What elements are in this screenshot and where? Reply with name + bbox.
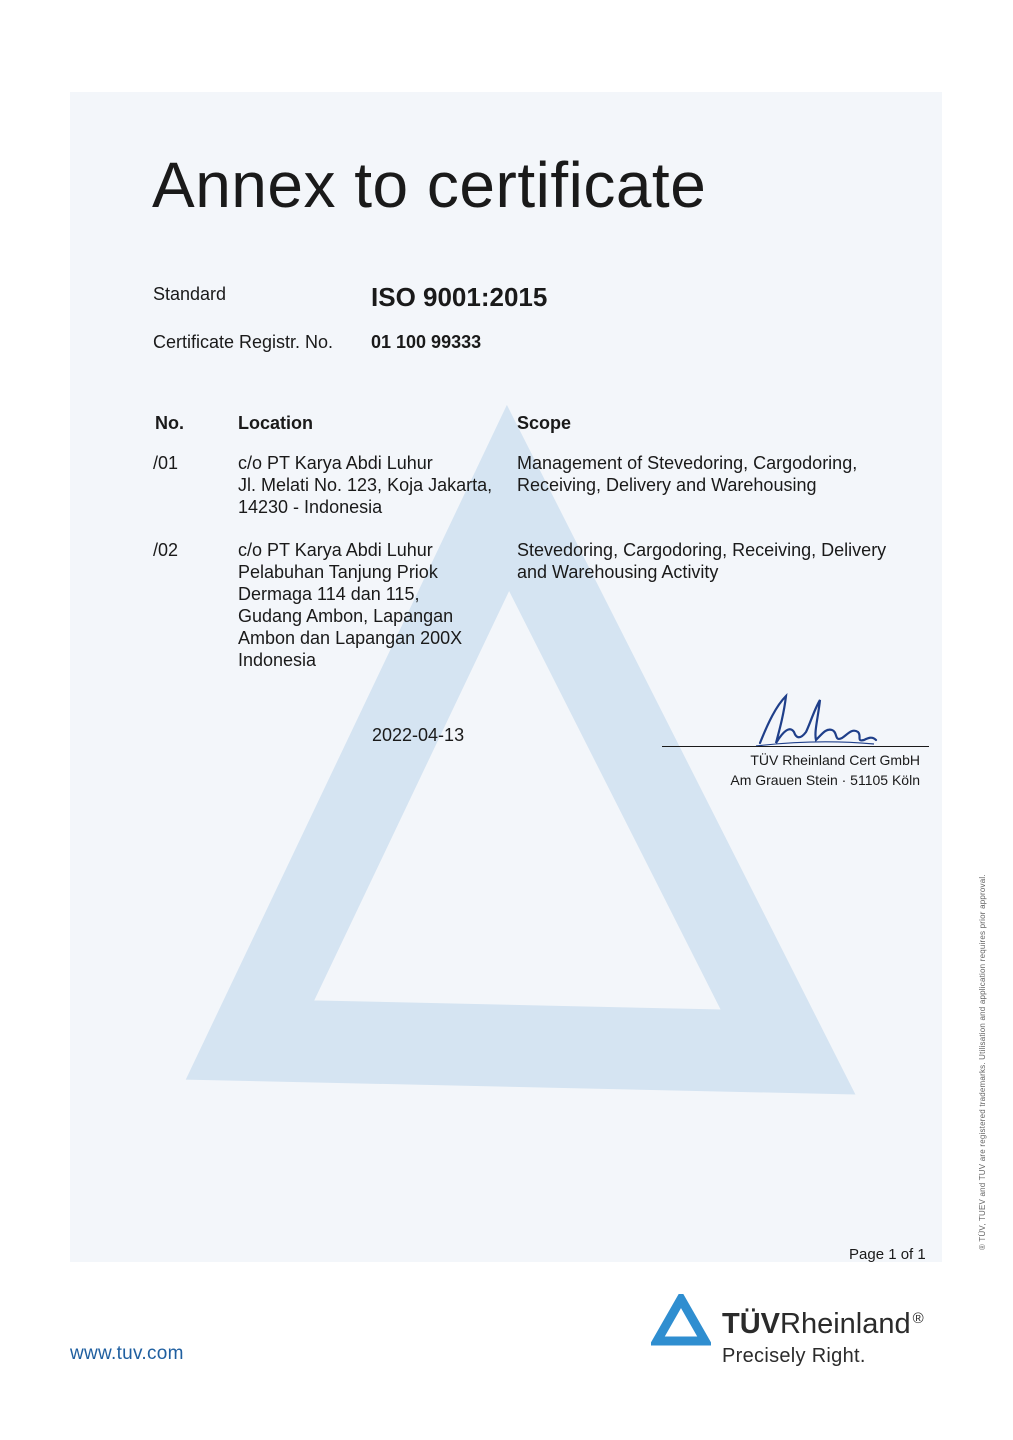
- page-number: Page 1 of 1: [849, 1246, 926, 1263]
- signature-line: [662, 746, 929, 747]
- header-location: Location: [238, 413, 313, 433]
- row-1-no: /01: [153, 453, 179, 473]
- issue-date: 2022-04-13: [372, 725, 465, 745]
- standard-label: Standard: [153, 284, 227, 304]
- website-link[interactable]: www.tuv.com: [70, 1343, 184, 1364]
- row-1-location: c/o PT Karya Abdi Luhur Jl. Melati No. 123, Koja Jakarta, 14230 - Indonesia: [238, 453, 493, 517]
- logo-tagline: Precisely Right.: [722, 1345, 866, 1367]
- signature-icon: [750, 688, 880, 750]
- issuer-address: Am Grauen Stein · 51105 Köln: [730, 772, 920, 788]
- standard-value: ISO 9001:2015: [371, 282, 548, 312]
- logo-registered-mark: ®: [912, 1310, 924, 1327]
- tuv-logo-icon: [651, 1294, 711, 1348]
- row-2-location: c/o PT Karya Abdi Luhur Pelabuhan Tanjung Priok Dermaga 114 dan 115, Gudang Ambon, Lapangan Ambon dan Lapangan 200X Indonesia: [238, 540, 463, 670]
- header-scope: Scope: [517, 413, 572, 433]
- registration-label: Certificate Registr. No.: [153, 332, 334, 352]
- row-2-no: /02: [153, 540, 179, 560]
- registration-value: 01 100 99333: [371, 332, 482, 352]
- row-1-scope: Management of Stevedoring, Cargodoring, Receiving, Delivery and Warehousing: [517, 453, 858, 495]
- logo-brand-bold: TÜV: [722, 1308, 780, 1340]
- page-title: Annex to certificate: [152, 149, 707, 221]
- tuv-logo-wordmark: [722, 1308, 924, 1341]
- issuer-name: TÜV Rheinland Cert GmbH: [750, 752, 920, 768]
- logo-brand-rest: Rheinland: [780, 1308, 911, 1340]
- trademark-note: ® TÜV, TUEV and TUV are registered trademarks. Utilisation and application requires prior approval.: [978, 874, 987, 1250]
- header-no: No.: [155, 413, 184, 433]
- row-2-scope: Stevedoring, Cargodoring, Receiving, Delivery and Warehousing Activity: [517, 540, 887, 582]
